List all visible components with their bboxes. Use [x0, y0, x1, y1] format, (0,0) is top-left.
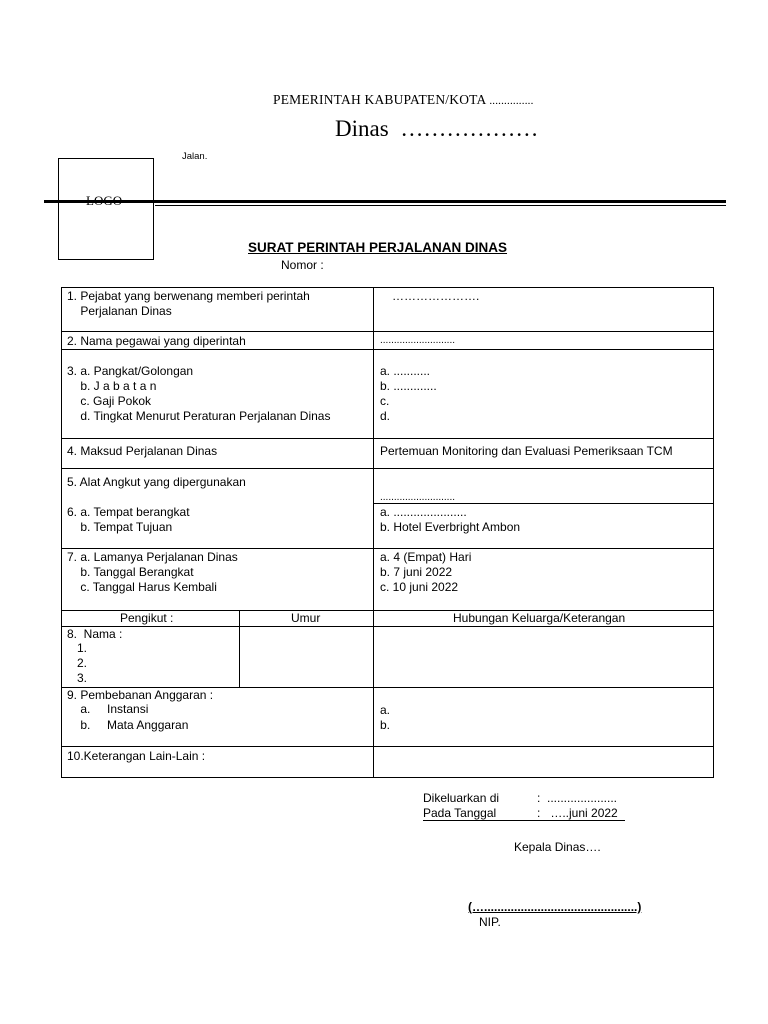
issued-date-label: Pada Tanggal — [423, 806, 497, 820]
hubungan-header: Hubungan Keluarga/Keterangan — [453, 611, 626, 625]
row8-label: 8. Nama : — [67, 627, 123, 641]
issued-at-value[interactable]: : ..................... — [537, 791, 618, 805]
row9-label-a: a. Instansi — [67, 702, 149, 716]
row-rule — [61, 468, 714, 469]
row-rule — [61, 746, 714, 747]
row3-value-b[interactable]: b. ............. — [380, 379, 437, 393]
issued-date-underline — [423, 820, 625, 821]
issued-date-value[interactable]: : …..juni 2022 — [537, 806, 618, 820]
table-border-right — [713, 287, 714, 778]
table-border-left — [61, 287, 62, 778]
dinas-heading — [335, 116, 538, 142]
head-of-office: Kepala Dinas…. — [514, 840, 601, 854]
row1-label-line2: Perjalanan Dinas — [67, 304, 172, 318]
row4-label: 4. Maksud Perjalanan Dinas — [67, 444, 218, 458]
row3-value-c[interactable]: c. — [380, 394, 390, 408]
row-rule — [61, 548, 714, 549]
signature-line[interactable]: (…..............................................) — [468, 900, 642, 914]
row3-label-c: c. Gaji Pokok — [67, 394, 152, 408]
row7-value-b[interactable]: b. 7 juni 2022 — [380, 565, 453, 579]
row8-item-2[interactable]: 2. — [67, 656, 88, 670]
dinas-dots: ……………… — [400, 116, 539, 141]
row7-label-c: c. Tanggal Harus Kembali — [67, 580, 217, 594]
row6-label-b: b. Tempat Tujuan — [67, 520, 173, 534]
table-divider-center — [373, 287, 374, 778]
row9-value-b[interactable]: b. — [380, 718, 391, 732]
dinas-label: Dinas — [335, 116, 389, 141]
row7-value-a[interactable]: a. 4 (Empat) Hari — [380, 550, 472, 564]
row6-label-a: 6. a. Tempat berangkat — [67, 505, 190, 519]
government-name: PEMERINTAH KABUPATEN/KOTA — [273, 92, 486, 107]
row5-value[interactable]: ........................... — [380, 492, 456, 503]
table-border-bottom — [61, 777, 714, 778]
logo-box — [58, 158, 154, 260]
row4-value[interactable]: Pertemuan Monitoring dan Evaluasi Pemeriksaan TCM — [380, 444, 673, 458]
table-divider-umur — [239, 610, 240, 687]
row6-value-a[interactable]: a. ...................... — [380, 505, 467, 519]
issued-at-label: Dikeluarkan di — [423, 791, 500, 805]
row10-label: 10.Keterangan Lain-Lain : — [67, 749, 206, 763]
pengikut-header: Pengikut : — [120, 611, 174, 625]
row1-label-line1: 1. Pejabat yang berwenang memberi perintah — [67, 289, 310, 303]
document-title: SURAT PERINTAH PERJALANAN DINAS — [248, 240, 508, 255]
row9-value-a[interactable]: a. — [380, 703, 391, 717]
row7-label-b: b. Tanggal Berangkat — [67, 565, 194, 579]
row9-label-b: b. Mata Anggaran — [67, 718, 189, 732]
government-header — [273, 92, 534, 108]
umur-header: Umur — [291, 611, 321, 625]
logo-placeholder: LOGO — [86, 193, 123, 208]
row3-label-a: 3. a. Pangkat/Golongan — [67, 364, 194, 378]
row5-label: 5. Alat Angkut yang dipergunakan — [67, 475, 246, 489]
row3-label-b: b. J a b a t a n — [67, 379, 157, 393]
government-dots: ............... — [489, 95, 534, 107]
table-border-top — [61, 287, 714, 288]
row3-value-a[interactable]: a. ........... — [380, 364, 431, 378]
row-rule — [61, 438, 714, 439]
row-rule — [61, 626, 714, 627]
header-rule-thin — [155, 205, 726, 206]
nip-label: NIP. — [479, 915, 501, 929]
row6-value-b[interactable]: b. Hotel Everbright Ambon — [380, 520, 521, 534]
row3-label-d: d. Tingkat Menurut Peraturan Perjalanan Dinas — [67, 409, 331, 423]
document-number: Nomor : — [281, 258, 324, 272]
row-rule — [61, 349, 714, 350]
row8-item-3[interactable]: 3. — [67, 671, 88, 685]
row7-value-c[interactable]: c. 10 juni 2022 — [380, 580, 459, 594]
row3-value-d[interactable]: d. — [380, 409, 391, 423]
row7-label-a: 7. a. Lamanya Perjalanan Dinas — [67, 550, 238, 564]
row1-value[interactable]: …………………. — [392, 289, 480, 303]
row2-value[interactable]: ........................... — [380, 335, 456, 346]
row-rule — [61, 331, 714, 332]
row9-label: 9. Pembebanan Anggaran : — [67, 688, 214, 702]
row2-label: 2. Nama pegawai yang diperintah — [67, 334, 246, 348]
address-label: Jalan. — [182, 151, 208, 162]
row8-item-1[interactable]: 1. — [67, 641, 88, 655]
